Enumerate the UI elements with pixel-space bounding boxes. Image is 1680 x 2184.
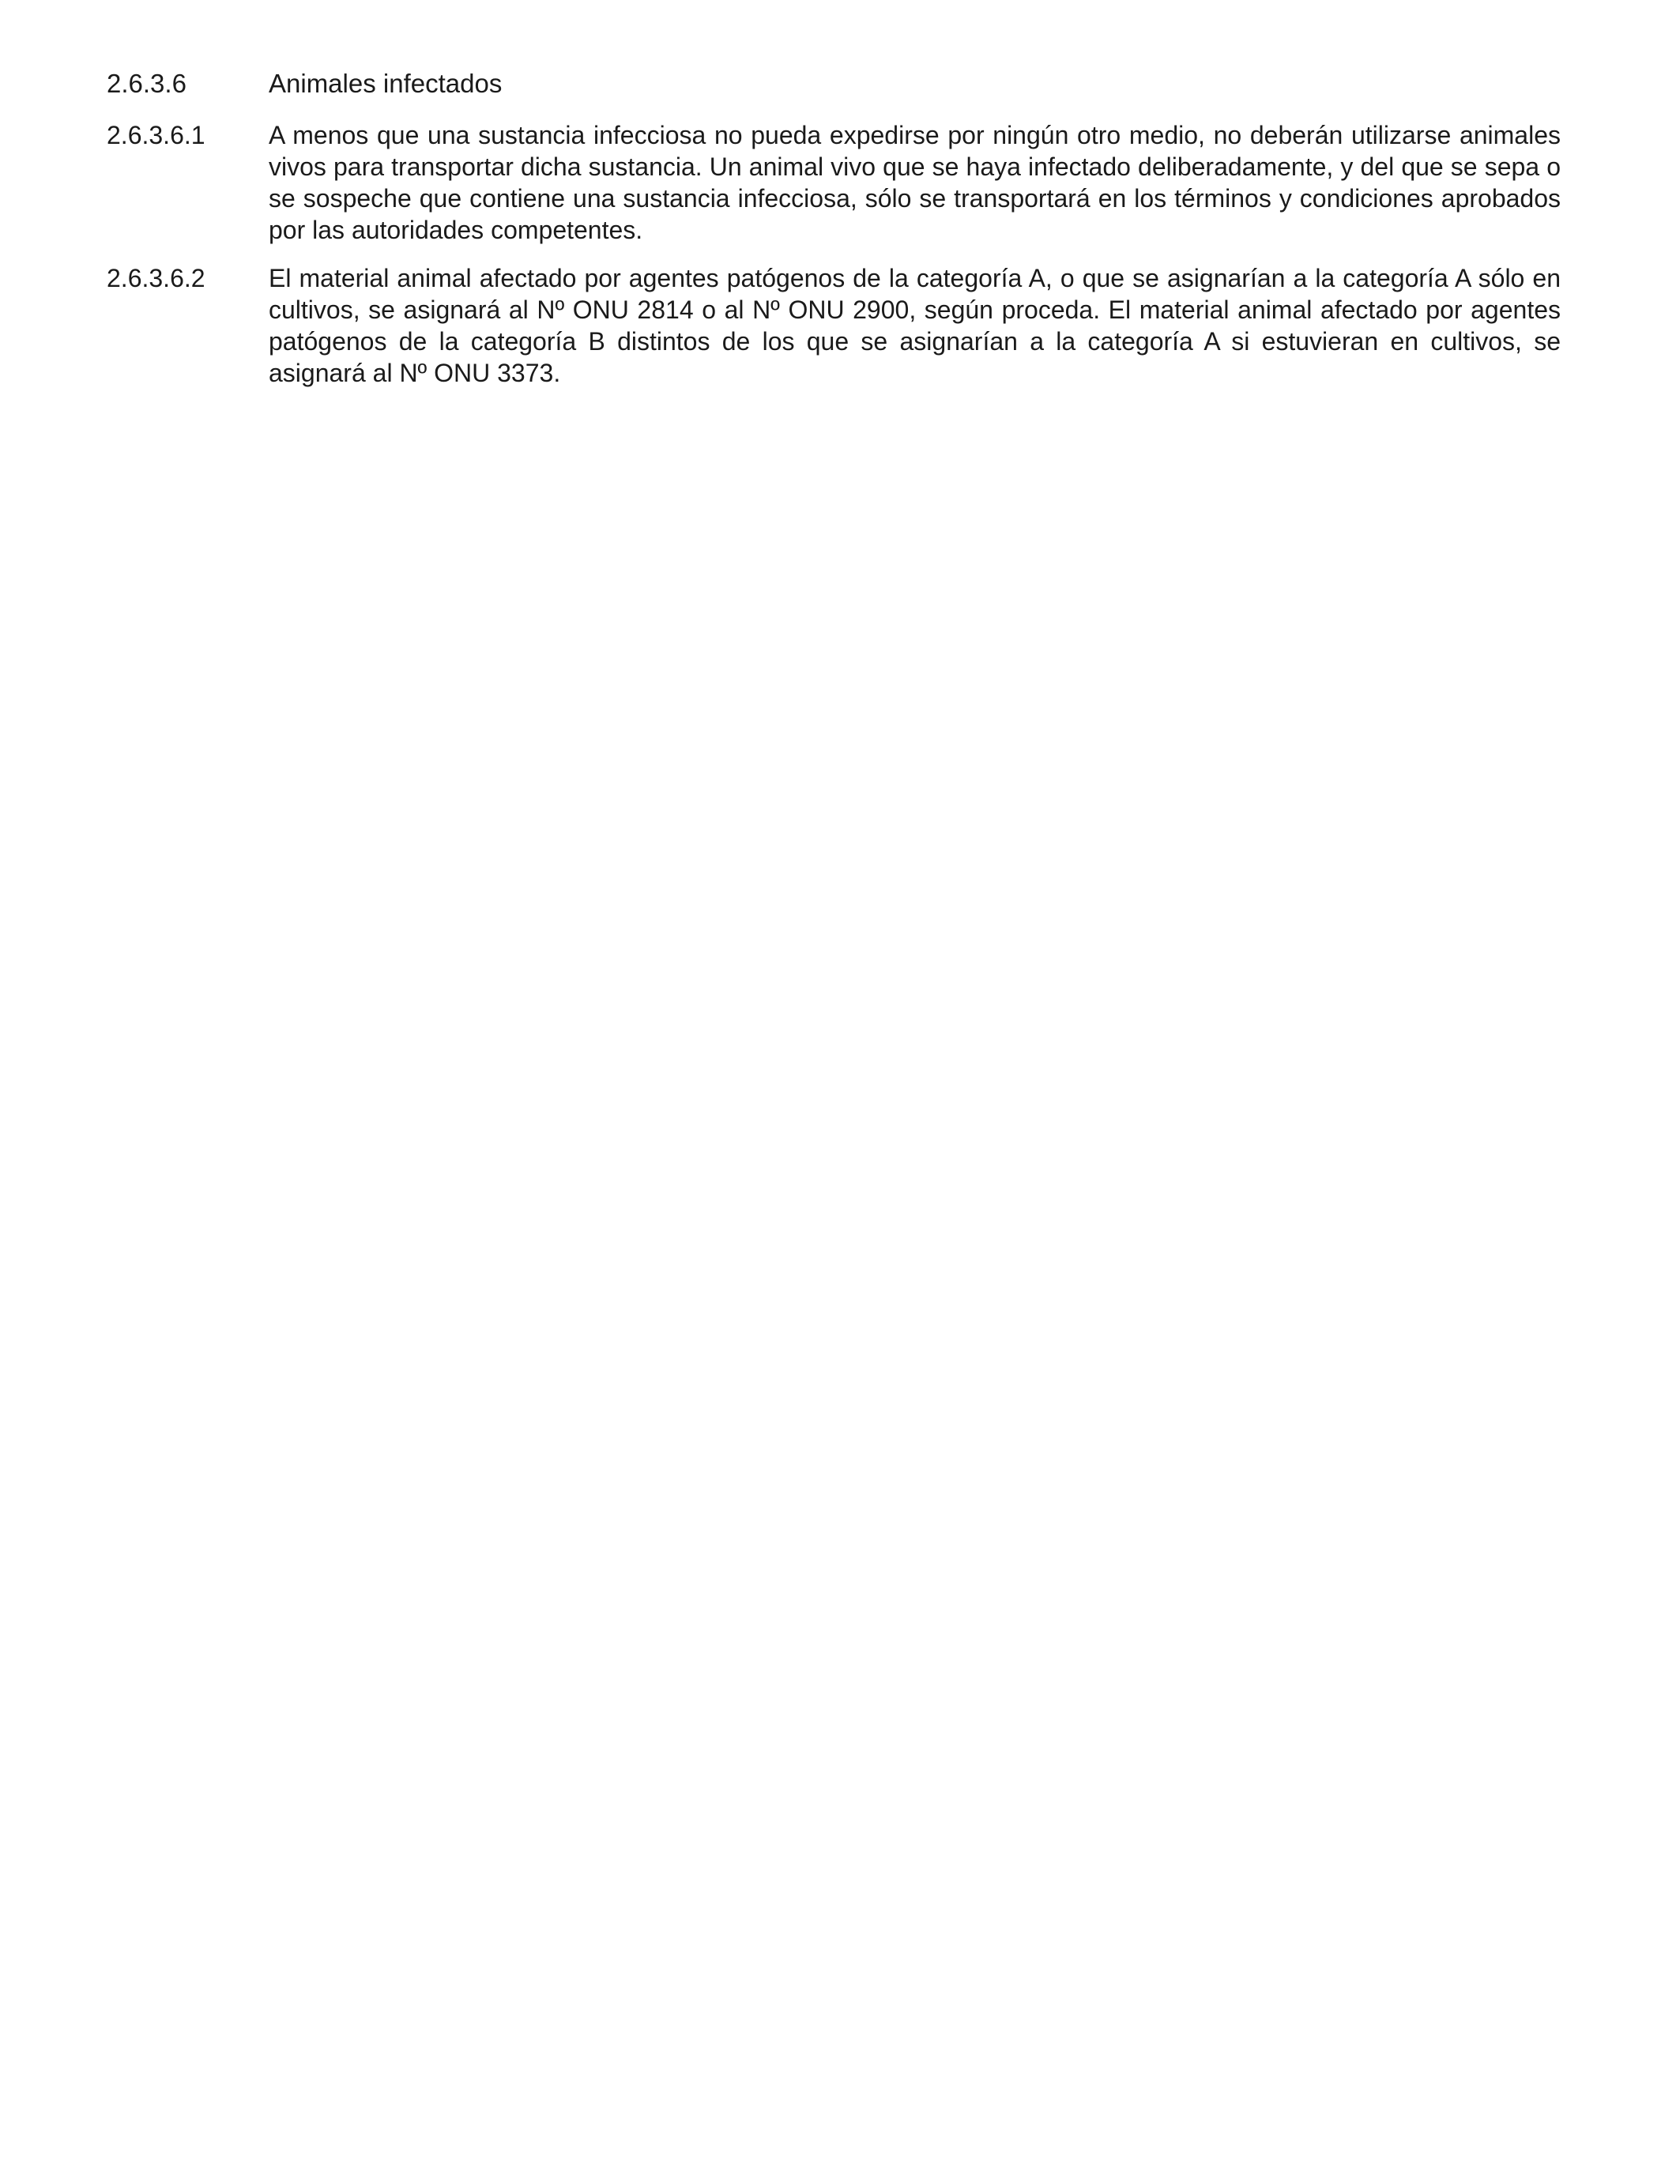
section-number: 2.6.3.6 [107, 69, 186, 98]
paragraph [107, 119, 1561, 246]
paragraph-text: A menos que una sustancia infecciosa no pueda expedirse por ningún otro medio, no deberán utilizarse animales vivos para transportar dicha sustancia. Un animal vivo que se haya infectado deliberadamente, y del que se sepa o se sospeche que contiene una sustancia infecciosa, sólo se transportará en los términos y condiciones aprobados por las autoridades competentes. [269, 121, 1561, 244]
section-heading [107, 68, 1561, 100]
paragraph-text: El material animal afectado por agentes patógenos de la categoría A, o que se asignarían a la categoría A sólo en cultivos, se asignará al Nº ONU 2814 o al Nº ONU 2900, según proceda. El material animal afectado por agentes patógenos de la categoría B distintos de los que se asignarían a la categoría A si estuvieran en cultivos, se asignará al Nº ONU 3373. [269, 264, 1561, 387]
paragraph-number: 2.6.3.6.1 [107, 121, 205, 149]
section-title: Animales infectados [269, 69, 503, 98]
paragraph-number: 2.6.3.6.2 [107, 264, 205, 292]
paragraph [107, 262, 1561, 389]
